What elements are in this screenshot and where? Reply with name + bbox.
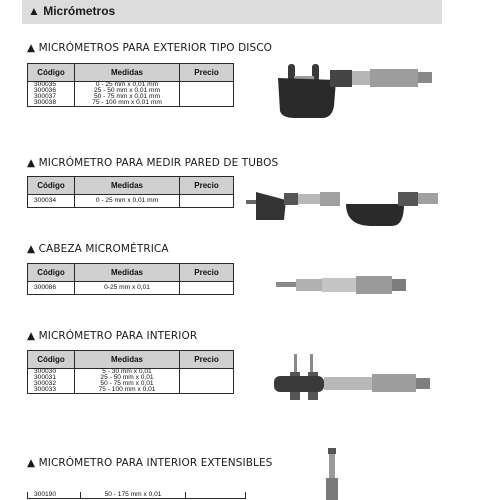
cell-size: 50 - 75 mm x 0,01 xyxy=(75,381,180,387)
section-title-extensible: ▲ MICRÓMETRO PARA INTERIOR EXTENSIBLES xyxy=(27,457,273,469)
cell-code: 300086 xyxy=(28,282,75,295)
cell-size: 25 - 50 mm x 0,01 mm xyxy=(75,88,180,94)
column-header-code: Código xyxy=(28,64,75,82)
extensible-micrometer-image xyxy=(318,448,348,500)
cell-price xyxy=(180,195,234,208)
cell-code: 300190 xyxy=(28,492,81,499)
cell-code: 300036 xyxy=(28,88,75,94)
cell-size: 0 - 25 mm x 0,01 mm xyxy=(75,82,180,89)
column-header-price: Precio xyxy=(180,64,234,82)
cell-size: 50 - 75 mm x 0,01 mm xyxy=(75,94,180,100)
cell-size: 5 - 30 mm x 0,01 xyxy=(75,369,180,376)
column-header-size: Medidas xyxy=(75,351,180,369)
cell-code: 300037 xyxy=(28,94,75,100)
section-title-inside: ▲ MICRÓMETRO PARA INTERIOR xyxy=(27,330,198,342)
disc-micrometer-image xyxy=(270,56,440,126)
cell-size: 0-25 mm x 0,01 xyxy=(75,282,180,295)
table-disc xyxy=(27,63,234,107)
cell-size: 0 - 25 mm x 0,01 mm xyxy=(75,195,180,208)
table-extensible xyxy=(27,492,246,499)
table-row xyxy=(28,282,234,295)
cell-price xyxy=(186,492,246,499)
column-header-price: Precio xyxy=(180,351,234,369)
column-header-size: Medidas xyxy=(75,264,180,282)
section-title-tube: ▲ MICRÓMETRO PARA MEDIR PARED DE TUBOS xyxy=(27,157,279,169)
table-head xyxy=(27,263,234,295)
cell-code: 300030 xyxy=(28,369,75,376)
column-header-size: Medidas xyxy=(75,64,180,82)
cell-code: 300034 xyxy=(28,195,75,208)
cell-size: 50 - 175 mm x 0,01 xyxy=(81,492,186,499)
column-header-price: Precio xyxy=(180,264,234,282)
cell-code: 300032 xyxy=(28,381,75,387)
cell-price xyxy=(180,282,234,295)
table-header xyxy=(28,64,234,82)
table-tube xyxy=(27,176,234,208)
column-header-size: Medidas xyxy=(75,177,180,195)
cell-size: 75 - 100 mm x 0,01 xyxy=(75,387,180,394)
cell-price xyxy=(180,100,234,107)
cell-price xyxy=(180,387,234,394)
table-header xyxy=(28,264,234,282)
micrometer-head-image xyxy=(276,272,411,298)
cell-code: 300038 xyxy=(28,100,75,107)
column-header-code: Código xyxy=(28,264,75,282)
column-header-price: Precio xyxy=(180,177,234,195)
table-row xyxy=(28,492,246,499)
inside-micrometer-image xyxy=(272,350,437,410)
table-inside xyxy=(27,350,234,394)
table-row xyxy=(28,195,234,208)
column-header-code: Código xyxy=(28,177,75,195)
table-header xyxy=(28,177,234,195)
table-row xyxy=(28,387,234,394)
cell-code: 300035 xyxy=(28,82,75,89)
column-header-code: Código xyxy=(28,351,75,369)
table-header xyxy=(28,351,234,369)
tube-micrometer-image xyxy=(242,182,447,232)
cell-code: 300033 xyxy=(28,387,75,394)
section-title-head: ▲ CABEZA MICROMÉTRICA xyxy=(27,243,169,255)
cell-code: 300031 xyxy=(28,375,75,381)
cell-size: 75 - 100 mm x 0,01 mm xyxy=(75,100,180,107)
cell-size: 25 - 50 mm x 0,01 xyxy=(75,375,180,381)
page-title: ▲ Micrómetros xyxy=(28,4,116,18)
section-title-disc: ▲ MICRÓMETROS PARA EXTERIOR TIPO DISCO xyxy=(27,42,273,54)
table-row xyxy=(28,100,234,107)
